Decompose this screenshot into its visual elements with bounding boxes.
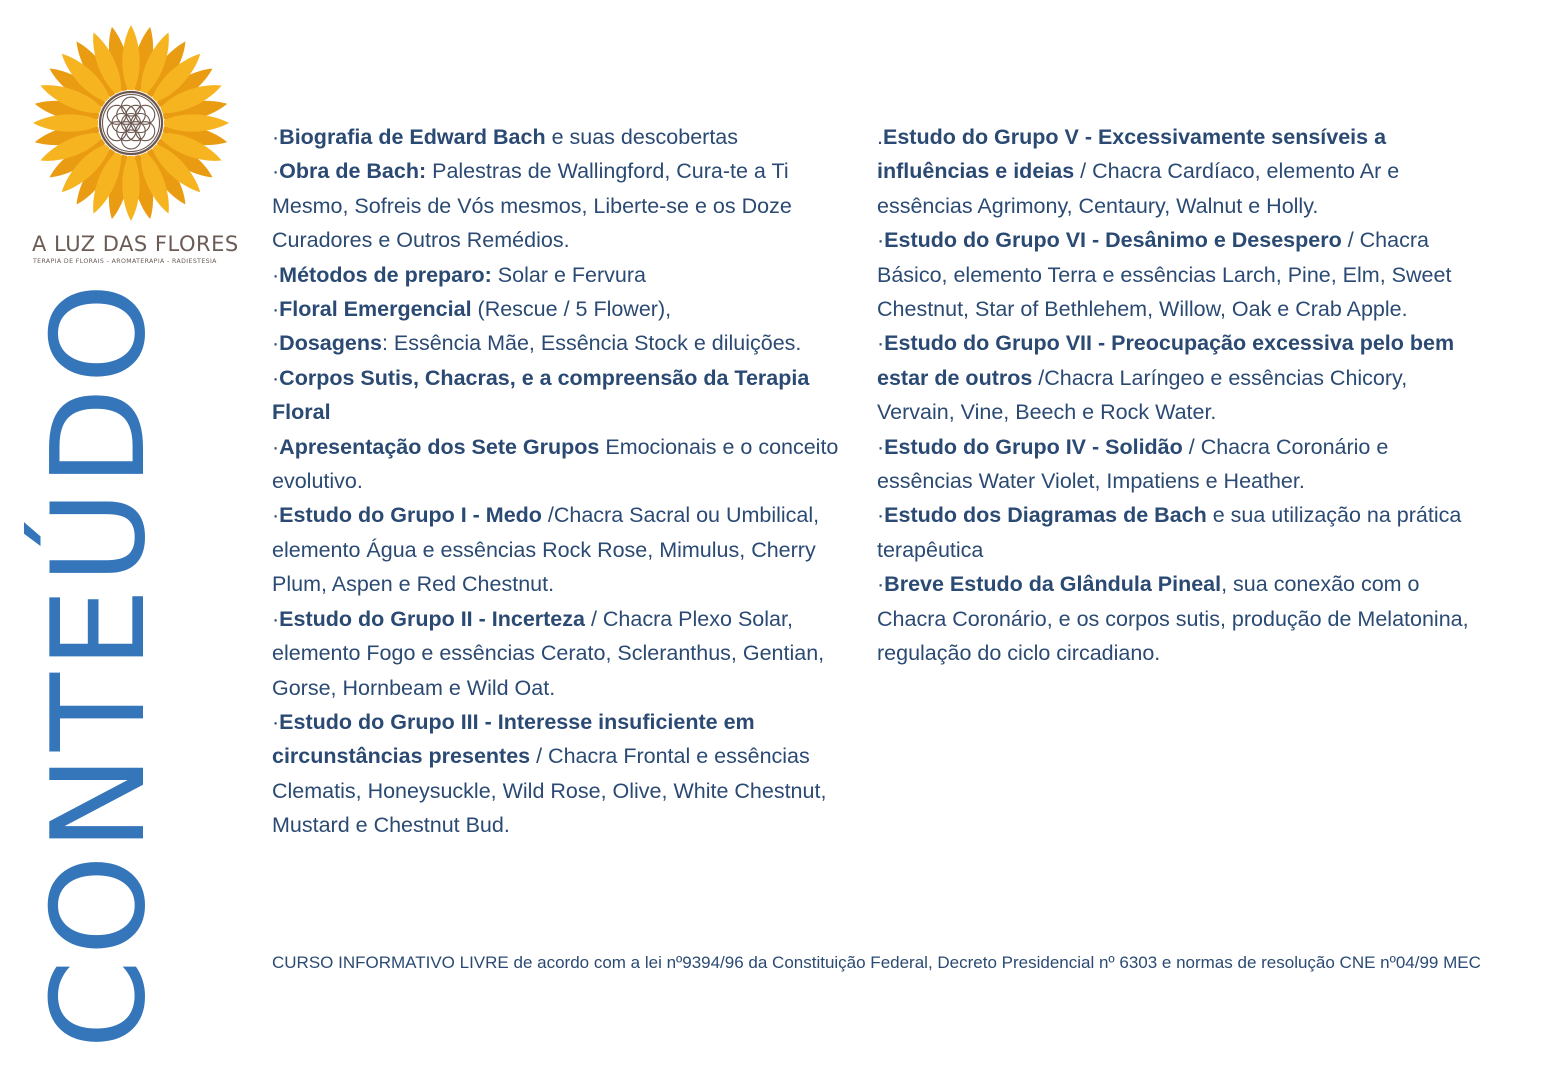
list-item: ·Corpos Sutis, Chacras, e a compreensão da Terapia Floral: [272, 365, 810, 425]
content-right-column: [877, 120, 1477, 671]
list-item: ·Estudo do Grupo I - Medo /Chacra Sacral ou Umbilical, elemento Água e essências Rock Rose, Mimulus, Cherry Plum, Aspen e Red Chestnut.: [272, 503, 820, 597]
brand-tagline: TERAPIA DE FLORAIS - AROMATERAPIA - RADIESTESIA: [33, 258, 217, 265]
list-item: ·Estudo do Grupo III - Interesse insuficiente em circunstâncias presentes / Chacra Frontal e essências Clematis, Honeysuckle, Wild Rose, Olive, White Chestnut, Mustard e Chestnut Bud.: [272, 709, 827, 838]
list-item: ·Estudo do Grupo II - Incerteza / Chacra Plexo Solar, elemento Fogo e essências Cerato, Scleranthus, Gentian, Gorse, Hornbeam e Wild Oat.: [272, 606, 825, 700]
list-item: ·Estudo do Grupo VII - Preocupação excessiva pelo bem estar de outros /Chacra Laríngeo e essências Chicory, Vervain, Vine, Beech e Rock Water.: [877, 331, 1455, 425]
list-item: .Estudo do Grupo V - Excessivamente sensíveis a influências e ideias / Chacra Cardíaco, elemento Ar e essências Agrimony, Centaury, Walnut e Holly.: [877, 125, 1400, 218]
list-item: ·Biografia de Edward Bach e suas descobertas: [272, 125, 739, 149]
legal-footer: CURSO INFORMATIVO LIVRE de acordo com a lei nº9394/96 da Constituição Federal, Decreto Presidencial nº 6303 e normas de resolução CNE nº04/99 MEC: [272, 953, 1481, 972]
list-item: ·Métodos de preparo: Solar e Fervura: [272, 262, 646, 287]
brand-name: A LUZ DAS FLORES: [32, 232, 239, 256]
brand-logo: [26, 20, 239, 265]
content-left-column: [272, 120, 857, 843]
list-item: ·Dosagens: Essência Mãe, Essência Stock e diluições.: [272, 331, 802, 356]
list-item: ·Estudo do Grupo IV - Solidão / Chacra Coronário e essências Water Violet, Impatiens e Heather.: [877, 434, 1389, 494]
sunflower-icon: [28, 20, 234, 226]
list-item: ·Floral Emergencial (Rescue / 5 Flower),: [272, 297, 672, 322]
list-item: ·Estudo do Grupo VI - Desânimo e Desespero / Chacra Básico, elemento Terra e essências Larch, Pine, Elm, Sweet Chestnut, Star of Bethlehem, Willow, Oak e Crab Apple.: [877, 228, 1452, 322]
list-item: ·Breve Estudo da Glândula Pineal, sua conexão com o Chacra Coronário, e os corpos sutis, produção de Melatonina, regulação do ciclo circadiano.: [877, 572, 1469, 666]
page-title: CONTEÚDO: [25, 279, 174, 1049]
list-item: ·Obra de Bach: Palestras de Wallingford, Cura-te a Ti Mesmo, Sofreis de Vós mesmos, Liberte-se e os Doze Curadores e Outros Remédios.: [272, 159, 792, 253]
list-item: ·Estudo dos Diagramas de Bach e sua utilização na prática terapêutica: [877, 503, 1462, 562]
list-item: ·Apresentação dos Sete Grupos Emocionais e o conceito evolutivo.: [272, 434, 839, 494]
